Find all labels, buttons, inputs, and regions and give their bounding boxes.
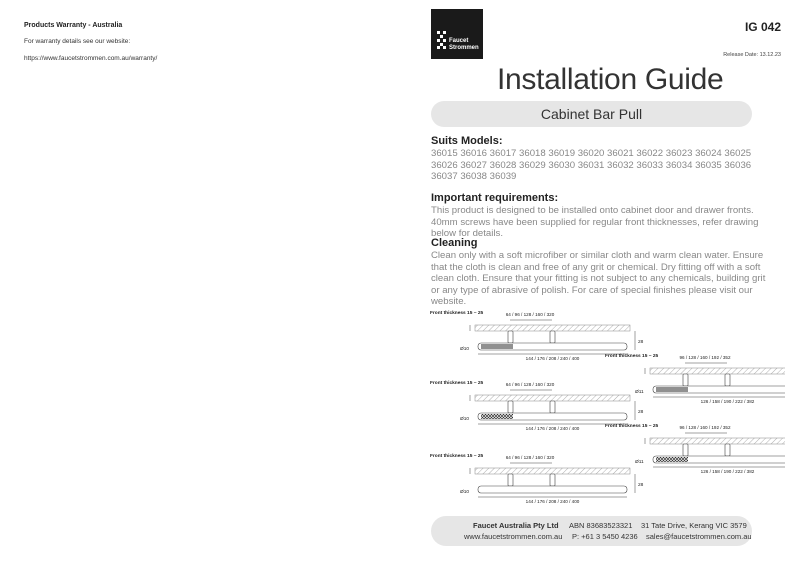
drawing-centres-label: 64 / 96 / 128 / 160 / 320 xyxy=(505,455,555,460)
drawing-height-label: 28 xyxy=(638,483,644,488)
footer-company: Faucet Australia Pty Ltd xyxy=(473,521,559,530)
drawing-lengths-label: 126 / 158 / 190 / 222 / 382 xyxy=(700,469,755,474)
drawing-thickness-label: Front thickness 15 ~ 25 xyxy=(605,424,659,429)
cleaning-section xyxy=(431,237,766,308)
cleaning-text: Clean only with a soft microfiber or similar cloth and warm clean water. Ensure that the cloth is clean and free of any grit or chemical. Dry fitting off with a soft clean cloth. Ensure that your fitting is not subject to any chemicals, building grit or any type of abrasive of polish. For care of special finishes please visit our website. xyxy=(431,250,766,308)
warranty-block xyxy=(24,22,384,72)
footer-contact xyxy=(431,516,752,546)
footer-phone[interactable]: P: +61 3 5450 4236 xyxy=(572,532,638,541)
drawing-diameter-label: Ø11 xyxy=(635,390,644,395)
requirements-heading: Important requirements: xyxy=(431,192,559,204)
drawing-centres-label: 64 / 96 / 128 / 160 / 320 xyxy=(505,312,555,317)
logo-text: Faucet Strommen xyxy=(449,38,479,51)
page-title: Installation Guide xyxy=(497,63,724,96)
drawing-thickness-label: Front thickness 15 ~ 25 xyxy=(430,454,484,459)
handle-post xyxy=(725,374,730,386)
cleaning-heading: Cleaning xyxy=(431,237,478,249)
drawing-diameter-label: Ø10 xyxy=(460,417,470,422)
footer-abn: ABN 83683523321 xyxy=(569,521,633,530)
handle-bar-pattern xyxy=(481,414,513,419)
handle-post xyxy=(725,444,730,456)
drawing-diameter-label: Ø10 xyxy=(460,490,470,495)
warranty-line: For warranty details see our website: xyxy=(24,38,131,45)
drawing-centres-label: 96 / 128 / 160 / 192 / 352 xyxy=(679,355,731,360)
drawing-height-label: 28 xyxy=(638,340,644,345)
handle-bar xyxy=(478,486,627,493)
drawing-centres-label: 96 / 128 / 160 / 192 / 352 xyxy=(679,425,731,430)
drawing-thickness-label: Front thickness 15 ~ 25 xyxy=(430,381,484,386)
requirements-text: This product is designed to be installed onto cabinet door and drawer fronts. 40mm screws have been supplied for regular front thicknesses, refer drawing below for details. xyxy=(431,205,759,240)
drawing-3 xyxy=(430,453,644,504)
logo-mark-icon xyxy=(437,31,447,49)
footer-address: 31 Tate Drive, Kerang VIC 3579 xyxy=(641,521,747,530)
drawing-diameter-label: Ø11 xyxy=(635,460,644,465)
handle-post xyxy=(508,331,513,343)
cabinet-panel xyxy=(475,325,630,331)
handle-post xyxy=(550,401,555,413)
cabinet-panel xyxy=(475,468,630,474)
installation-drawings xyxy=(425,305,785,510)
drawing-diameter-label: Ø10 xyxy=(460,347,470,352)
guide-code: IG 042 xyxy=(744,20,781,34)
drawing-thickness-label: Front thickness 15 ~ 25 xyxy=(430,311,484,316)
drawing-lengths-label: 126 / 158 / 190 / 222 / 382 xyxy=(700,399,755,404)
handle-bar-pattern xyxy=(656,387,688,392)
drawing-lengths-label: 144 / 176 / 208 / 240 / 400 xyxy=(525,356,580,361)
suits-heading: Suits Models: xyxy=(431,135,503,147)
handle-post xyxy=(683,374,688,386)
drawing-thickness-label: Front thickness 15 ~ 25 xyxy=(605,354,659,359)
drawing-centres-label: 64 / 96 / 128 / 160 / 320 xyxy=(505,382,555,387)
handle-post xyxy=(550,474,555,486)
handle-post xyxy=(508,401,513,413)
brand-logo xyxy=(431,9,483,59)
requirements-section xyxy=(431,192,766,240)
drawing-lengths-label: 144 / 176 / 208 / 240 / 400 xyxy=(525,499,580,504)
cabinet-panel xyxy=(650,368,785,374)
warranty-title: Products Warranty - Australia xyxy=(24,22,123,29)
drawing-4 xyxy=(605,353,785,404)
suits-text: 36015 36016 36017 36018 36019 36020 36021 36022 36023 36024 36025 36026 36027 36028 36029 36030 36031 36032 36033 36034 36035 36036 36037 36038 36039 xyxy=(431,148,752,183)
handle-post xyxy=(508,474,513,486)
handle-bar-pattern xyxy=(481,344,513,349)
drawing-5 xyxy=(605,423,785,474)
handle-post xyxy=(550,331,555,343)
handle-bar-pattern xyxy=(656,457,688,462)
cabinet-panel xyxy=(650,438,785,444)
handle-post xyxy=(683,444,688,456)
drawing-height-label: 28 xyxy=(638,410,644,415)
release-date: Release Date: 13.12.23 xyxy=(723,52,781,58)
drawing-lengths-label: 144 / 176 / 208 / 240 / 400 xyxy=(525,426,580,431)
cabinet-panel xyxy=(475,395,630,401)
product-subtitle: Cabinet Bar Pull xyxy=(431,101,752,127)
warranty-url[interactable]: https://www.faucetstrommen.com.au/warranty/ xyxy=(24,55,158,62)
footer-website[interactable]: www.faucetstrommen.com.au xyxy=(464,532,563,541)
suits-models-section xyxy=(431,135,766,183)
footer-email[interactable]: sales@faucetstrommen.com.au xyxy=(646,532,752,541)
